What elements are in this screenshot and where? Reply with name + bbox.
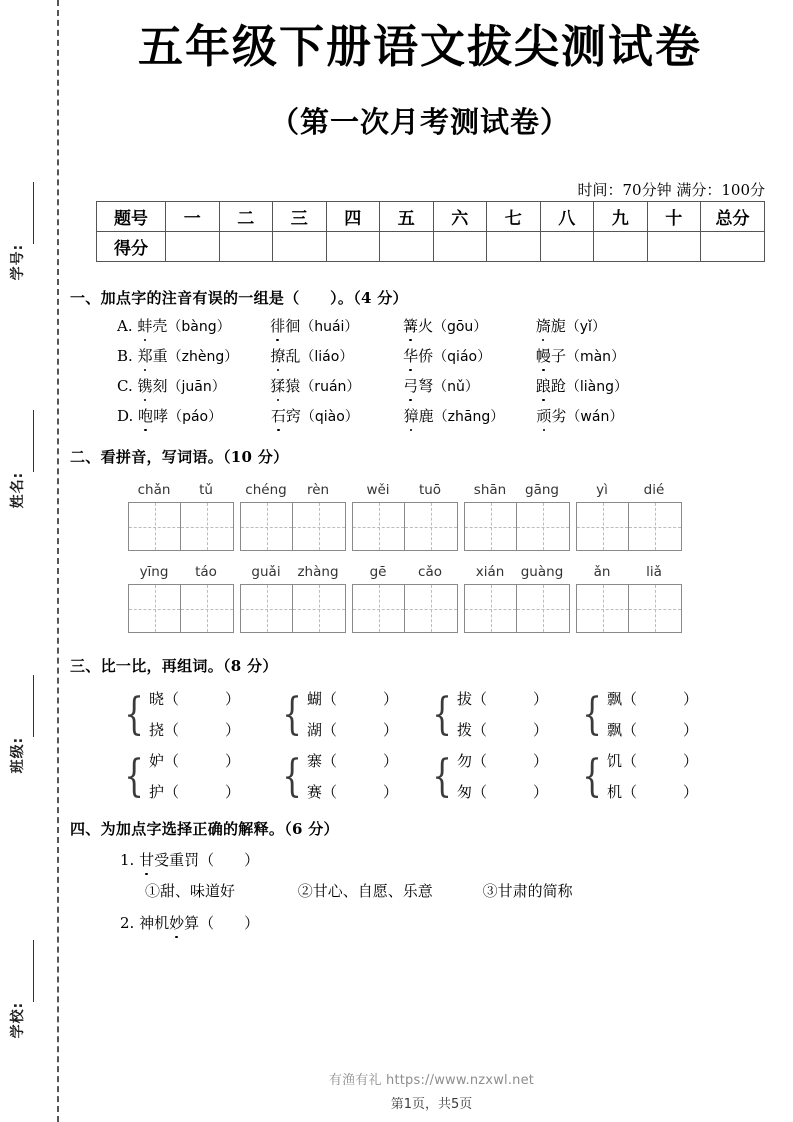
dotted-char: 石 xyxy=(270,407,286,425)
tianzige-cell[interactable] xyxy=(129,585,181,632)
left-brace-icon: { xyxy=(124,689,144,741)
option-d-item-4 xyxy=(536,405,664,426)
py-label-r1-g4-c2: gāng xyxy=(525,482,559,498)
close-paren: ） xyxy=(225,783,241,801)
close-paren: ） xyxy=(533,690,549,708)
pinyin: （liàng） xyxy=(565,379,628,395)
zuci-line xyxy=(149,715,240,746)
dotted-char: 妙 xyxy=(169,914,185,932)
close-paren: ） xyxy=(383,783,399,801)
close-paren: ） xyxy=(683,752,699,770)
close-paren: ） xyxy=(533,783,549,801)
py-label-r2-g4-c1: xián xyxy=(475,564,505,580)
zuci-words xyxy=(307,746,398,808)
dotted-char: 獐 xyxy=(403,407,419,425)
option-b-item-2 xyxy=(270,345,398,366)
tianzige-cell[interactable] xyxy=(129,503,181,550)
page-title: 五年级下册语文拔尖测试卷 xyxy=(137,20,702,73)
left-margin-strip xyxy=(0,0,70,1122)
zuci-line xyxy=(457,715,548,746)
zuci-line xyxy=(457,777,548,808)
score-cell-5[interactable] xyxy=(380,232,434,262)
left-brace-icon: { xyxy=(282,689,302,741)
close-paren: ） xyxy=(533,721,549,739)
py-label-r2-g2-c2: zhàng xyxy=(297,564,339,580)
page-number: 第1页，共5页 xyxy=(390,1097,473,1112)
left-brace-icon: { xyxy=(432,689,452,741)
tianzige-group-r1-3[interactable] xyxy=(352,502,458,551)
section1-option-c[interactable] xyxy=(117,375,664,396)
left-brace-icon: { xyxy=(432,751,452,803)
zuci-pair-r2-1[interactable] xyxy=(120,746,240,808)
py-label-r1-g2-c1: chéng xyxy=(245,482,287,498)
item-number: 1. xyxy=(120,851,135,869)
score-table-col-7: 七 xyxy=(487,202,541,232)
left-brace-icon: { xyxy=(582,751,602,803)
zuci-line xyxy=(457,746,548,777)
watermark: 有渔有礼 https://www.nzxwl.net xyxy=(328,1073,535,1088)
section1-option-b[interactable] xyxy=(117,345,664,366)
tianzige-cell[interactable] xyxy=(241,585,293,632)
zuci-char: 妒（ xyxy=(149,752,180,770)
score-table-col-2: 二 xyxy=(219,202,273,232)
tianzige-cell[interactable] xyxy=(577,503,629,550)
word-rest: 猿 xyxy=(285,377,301,395)
py-label-r2-g3-c2: cǎo xyxy=(418,564,442,580)
zuci-char: 晓（ xyxy=(149,690,180,708)
zuci-pair-r1-4[interactable] xyxy=(578,684,698,746)
word-rest: 重 xyxy=(152,347,168,365)
page-subtitle: （第一次月考测试卷） xyxy=(269,105,570,139)
section2-heading: 二、看拼音，写词语。（10 分） xyxy=(70,448,289,466)
zuci-pair-r2-3[interactable] xyxy=(428,746,548,808)
zuci-pair-r1-2[interactable] xyxy=(278,684,398,746)
tianzige-cell[interactable] xyxy=(629,585,681,632)
score-cell-total[interactable] xyxy=(701,232,765,262)
word-rest: 鹿 xyxy=(418,407,434,425)
word-rest: 刻 xyxy=(152,377,168,395)
section1-option-d[interactable] xyxy=(117,405,664,426)
score-cell-3[interactable] xyxy=(273,232,327,262)
zuci-words xyxy=(457,684,548,746)
zuci-pair-r1-1[interactable] xyxy=(120,684,240,746)
tianzige-cell[interactable] xyxy=(405,503,457,550)
cut-dashed-line xyxy=(57,0,59,1122)
word-rest: 壳 xyxy=(152,317,168,335)
word-rest: 旎 xyxy=(550,317,566,335)
word-rest: 哮 xyxy=(153,407,169,425)
pinyin: （nǔ） xyxy=(433,379,479,395)
option-c-item-1 xyxy=(138,375,266,396)
zuci-line xyxy=(607,746,698,777)
section1-heading: 一、加点字的注音有误的一组是（ ）。（4 分） xyxy=(70,289,408,307)
option-c-item-3 xyxy=(403,375,531,396)
item-text: 受重罚（ ） xyxy=(154,851,260,869)
word-rest: 子 xyxy=(550,347,566,365)
option-a-item-1 xyxy=(137,315,265,336)
tianzige-cell[interactable] xyxy=(405,585,457,632)
py-label-r1-g2-c2: rèn xyxy=(306,482,330,498)
dotted-char: 咆 xyxy=(138,407,154,425)
py-label-r1-g1-c2: tǔ xyxy=(199,482,213,498)
score-table-col-5: 五 xyxy=(380,202,434,232)
score-table-rowlabel-tihao: 题号 xyxy=(97,202,166,232)
zuci-line xyxy=(149,746,240,777)
option-d-item-1 xyxy=(138,405,266,426)
pinyin: （wán） xyxy=(566,409,624,425)
py-label-r1-g5-c1: yì xyxy=(596,482,608,498)
option-a-item-3 xyxy=(403,315,531,336)
score-cell-4[interactable] xyxy=(326,232,380,262)
side-rule-banji xyxy=(33,675,34,737)
py-label-r2-g5-c1: ǎn xyxy=(593,564,611,580)
option-a-item-4 xyxy=(536,315,664,336)
score-table-col-total: 总分 xyxy=(701,202,765,232)
word-rest: 火 xyxy=(417,317,433,335)
dotted-char: 撩 xyxy=(270,347,286,365)
close-paren: ） xyxy=(533,752,549,770)
zuci-words xyxy=(607,746,698,808)
tianzige-cell[interactable] xyxy=(517,585,569,632)
tianzige-cell[interactable] xyxy=(181,585,233,632)
py-label-r1-g5-c2: dié xyxy=(643,482,665,498)
close-paren: ） xyxy=(225,690,241,708)
word-rest: 跄 xyxy=(550,377,566,395)
item-text-before: 神机 xyxy=(139,914,170,932)
option-letter-b: B. xyxy=(117,347,133,365)
score-table-rowlabel-defen: 得分 xyxy=(97,232,166,262)
tianzige-cell[interactable] xyxy=(353,503,405,550)
dotted-char: 旖 xyxy=(535,317,551,335)
pinyin: （bàng） xyxy=(167,319,231,335)
score-cell-2[interactable] xyxy=(219,232,273,262)
tianzige-group-r1-1[interactable] xyxy=(128,502,234,551)
option-letter-d: D. xyxy=(117,407,134,425)
zuci-char: 蝴（ xyxy=(307,690,338,708)
score-cell-8[interactable] xyxy=(540,232,594,262)
item-text: 算（ ） xyxy=(184,914,260,932)
zuci-line xyxy=(607,715,698,746)
pinyin: （liáo） xyxy=(300,349,354,365)
word-rest: 徊 xyxy=(285,317,301,335)
zuci-line xyxy=(307,684,398,715)
option-d-item-3 xyxy=(404,405,532,426)
tianzige-cell[interactable] xyxy=(241,503,293,550)
dotted-char: 猱 xyxy=(270,377,286,395)
pinyin: （gōu） xyxy=(432,319,488,335)
tianzige-cell[interactable] xyxy=(293,585,345,632)
section4-item-1[interactable] xyxy=(120,849,259,870)
tianzige-group-r1-5[interactable] xyxy=(576,502,682,551)
side-label-xuehao: 学号: xyxy=(10,243,26,281)
zuci-words xyxy=(149,684,240,746)
option-b-item-1 xyxy=(138,345,266,366)
zuci-char: 飘（ xyxy=(607,721,638,739)
dotted-char: 顽 xyxy=(536,407,552,425)
dotted-char: 幔 xyxy=(535,347,551,365)
py-label-r2-g4-c2: guàng xyxy=(520,564,564,580)
tianzige-cell[interactable] xyxy=(181,503,233,550)
item-number: 2. xyxy=(120,914,135,932)
dotted-char: 郑 xyxy=(137,347,153,365)
zuci-pair-r2-4[interactable] xyxy=(578,746,698,808)
pinyin: （ruán） xyxy=(300,379,361,395)
pinyin: （juān） xyxy=(167,379,226,395)
close-paren: ） xyxy=(225,721,241,739)
dotted-char: 镌 xyxy=(137,377,153,395)
score-cell-6[interactable] xyxy=(433,232,487,262)
score-table xyxy=(96,201,765,262)
word-rest: 弩 xyxy=(418,377,434,395)
zuci-pair-r2-2[interactable] xyxy=(278,746,398,808)
score-cell-7[interactable] xyxy=(487,232,541,262)
zuci-char: 护（ xyxy=(149,783,180,801)
score-table-col-10: 十 xyxy=(647,202,701,232)
zuci-line xyxy=(307,777,398,808)
close-paren: ） xyxy=(683,690,699,708)
tianzige-group-r2-4[interactable] xyxy=(464,584,570,633)
zuci-line xyxy=(457,684,548,715)
tianzige-group-r2-2[interactable] xyxy=(240,584,346,633)
tianzige-group-r1-4[interactable] xyxy=(464,502,570,551)
left-brace-icon: { xyxy=(282,751,302,803)
zuci-char: 湖（ xyxy=(307,721,338,739)
tianzige-cell[interactable] xyxy=(465,585,517,632)
word-rest: 窍 xyxy=(285,407,301,425)
tianzige-group-r2-1[interactable] xyxy=(128,584,234,633)
zuci-char: 匆（ xyxy=(457,783,488,801)
tianzige-cell[interactable] xyxy=(465,503,517,550)
tianzige-group-r2-3[interactable] xyxy=(352,584,458,633)
tianzige-cell[interactable] xyxy=(293,503,345,550)
score-table-col-8: 八 xyxy=(540,202,594,232)
side-label-xuexiao: 学校: xyxy=(10,1001,26,1039)
pinyin: （qiáo） xyxy=(433,349,492,365)
tianzige-cell[interactable] xyxy=(577,585,629,632)
exam-sheet xyxy=(70,0,793,1122)
score-table-col-3: 三 xyxy=(273,202,327,232)
pinyin: （yǐ） xyxy=(565,319,606,335)
zuci-char: 饥（ xyxy=(607,752,638,770)
left-brace-icon: { xyxy=(582,689,602,741)
close-paren: ） xyxy=(683,721,699,739)
side-label-xingming: 姓名: xyxy=(10,471,26,509)
pinyin: （páo） xyxy=(168,409,223,425)
zuci-line xyxy=(607,684,698,715)
zuci-char: 勿（ xyxy=(457,752,488,770)
exam-meta: 时间：70分钟 满分：100分 xyxy=(577,181,765,199)
score-cell-10[interactable] xyxy=(647,232,701,262)
py-label-r2-g3-c1: gē xyxy=(369,564,387,580)
explain-option-3[interactable]: ③甘肃的简称 xyxy=(482,882,573,900)
zuci-words xyxy=(457,746,548,808)
option-letter-c: C. xyxy=(117,377,133,395)
zuci-line xyxy=(149,684,240,715)
zuci-words xyxy=(607,684,698,746)
score-cell-9[interactable] xyxy=(594,232,648,262)
zuci-line xyxy=(307,746,398,777)
zuci-char: 赛（ xyxy=(307,783,338,801)
table-row-scores xyxy=(97,232,765,262)
pinyin: （huái） xyxy=(300,319,359,335)
zuci-char: 拨（ xyxy=(457,721,488,739)
word-rest: 乱 xyxy=(285,347,301,365)
tianzige-group-r2-5[interactable] xyxy=(576,584,682,633)
option-c-item-4 xyxy=(536,375,664,396)
section4-heading: 四、为加点字选择正确的解释。（6 分） xyxy=(70,820,339,838)
side-rule-xingming xyxy=(33,410,34,472)
dotted-char: 弓 xyxy=(403,377,419,395)
pinyin: （zhèng） xyxy=(167,349,239,365)
close-paren: ） xyxy=(383,721,399,739)
py-label-r2-g1-c1: yīng xyxy=(139,564,169,580)
word-rest: 劣 xyxy=(551,407,567,425)
explain-option-2[interactable]: ②甘心、自愿、乐意 xyxy=(297,882,433,900)
section3-heading: 三、比一比，再组词。（8 分） xyxy=(70,657,278,675)
word-rest: 侨 xyxy=(418,347,434,365)
side-label-banji: 班级: xyxy=(10,736,26,774)
option-letter-a: A. xyxy=(117,317,133,335)
zuci-line xyxy=(307,715,398,746)
close-paren: ） xyxy=(383,752,399,770)
pinyin: （zhāng） xyxy=(433,409,505,425)
section4-item-2[interactable] xyxy=(120,912,259,933)
score-table-col-4: 四 xyxy=(326,202,380,232)
dotted-char: 蚌 xyxy=(137,317,153,335)
zuci-char: 挠（ xyxy=(149,721,180,739)
dotted-char: 徘 xyxy=(270,317,286,335)
zuci-char: 机（ xyxy=(607,783,638,801)
option-b-item-4 xyxy=(536,345,664,366)
side-rule-xuexiao xyxy=(33,940,34,1002)
explain-option-1[interactable]: ①甜、味道好 xyxy=(145,882,236,900)
py-label-r1-g3-c2: tuō xyxy=(418,482,442,498)
zuci-char: 拔（ xyxy=(457,690,488,708)
score-table-col-1: 一 xyxy=(166,202,220,232)
zuci-char: 寨（ xyxy=(307,752,338,770)
dotted-char: 甘 xyxy=(139,851,155,869)
zuci-line xyxy=(607,777,698,808)
dotted-char: 华 xyxy=(403,347,419,365)
tianzige-group-r1-2[interactable] xyxy=(240,502,346,551)
py-label-r1-g4-c1: shān xyxy=(473,482,507,498)
tianzige-cell[interactable] xyxy=(353,585,405,632)
zuci-words xyxy=(149,746,240,808)
score-table-col-6: 六 xyxy=(433,202,487,232)
section1-option-a[interactable] xyxy=(117,315,664,336)
option-b-item-3 xyxy=(403,345,531,366)
close-paren: ） xyxy=(383,690,399,708)
zuci-line xyxy=(149,777,240,808)
close-paren: ） xyxy=(683,783,699,801)
dotted-char: 篝 xyxy=(402,317,418,335)
zuci-char: 飘（ xyxy=(607,690,638,708)
dotted-char: 踉 xyxy=(535,377,551,395)
score-cell-1[interactable] xyxy=(166,232,220,262)
py-label-r1-g3-c1: wěi xyxy=(366,482,390,498)
close-paren: ） xyxy=(225,752,241,770)
py-label-r2-g2-c1: guǎi xyxy=(251,564,281,580)
py-label-r1-g1-c1: chǎn xyxy=(137,482,171,498)
pinyin: （màn） xyxy=(565,349,626,365)
zuci-words xyxy=(307,684,398,746)
left-brace-icon: { xyxy=(124,751,144,803)
side-rule-xuehao xyxy=(33,182,34,244)
section4-item-1-options[interactable] xyxy=(145,880,573,901)
table-row-header xyxy=(97,202,765,232)
tianzige-cell[interactable] xyxy=(629,503,681,550)
option-d-item-2 xyxy=(271,405,399,426)
tianzige-cell[interactable] xyxy=(517,503,569,550)
py-label-r2-g5-c2: liǎ xyxy=(646,564,662,580)
score-table-col-9: 九 xyxy=(594,202,648,232)
py-label-r2-g1-c2: táo xyxy=(195,564,217,580)
option-c-item-2 xyxy=(270,375,398,396)
zuci-pair-r1-3[interactable] xyxy=(428,684,548,746)
option-a-item-2 xyxy=(270,315,398,336)
pinyin: （qiào） xyxy=(300,409,359,425)
